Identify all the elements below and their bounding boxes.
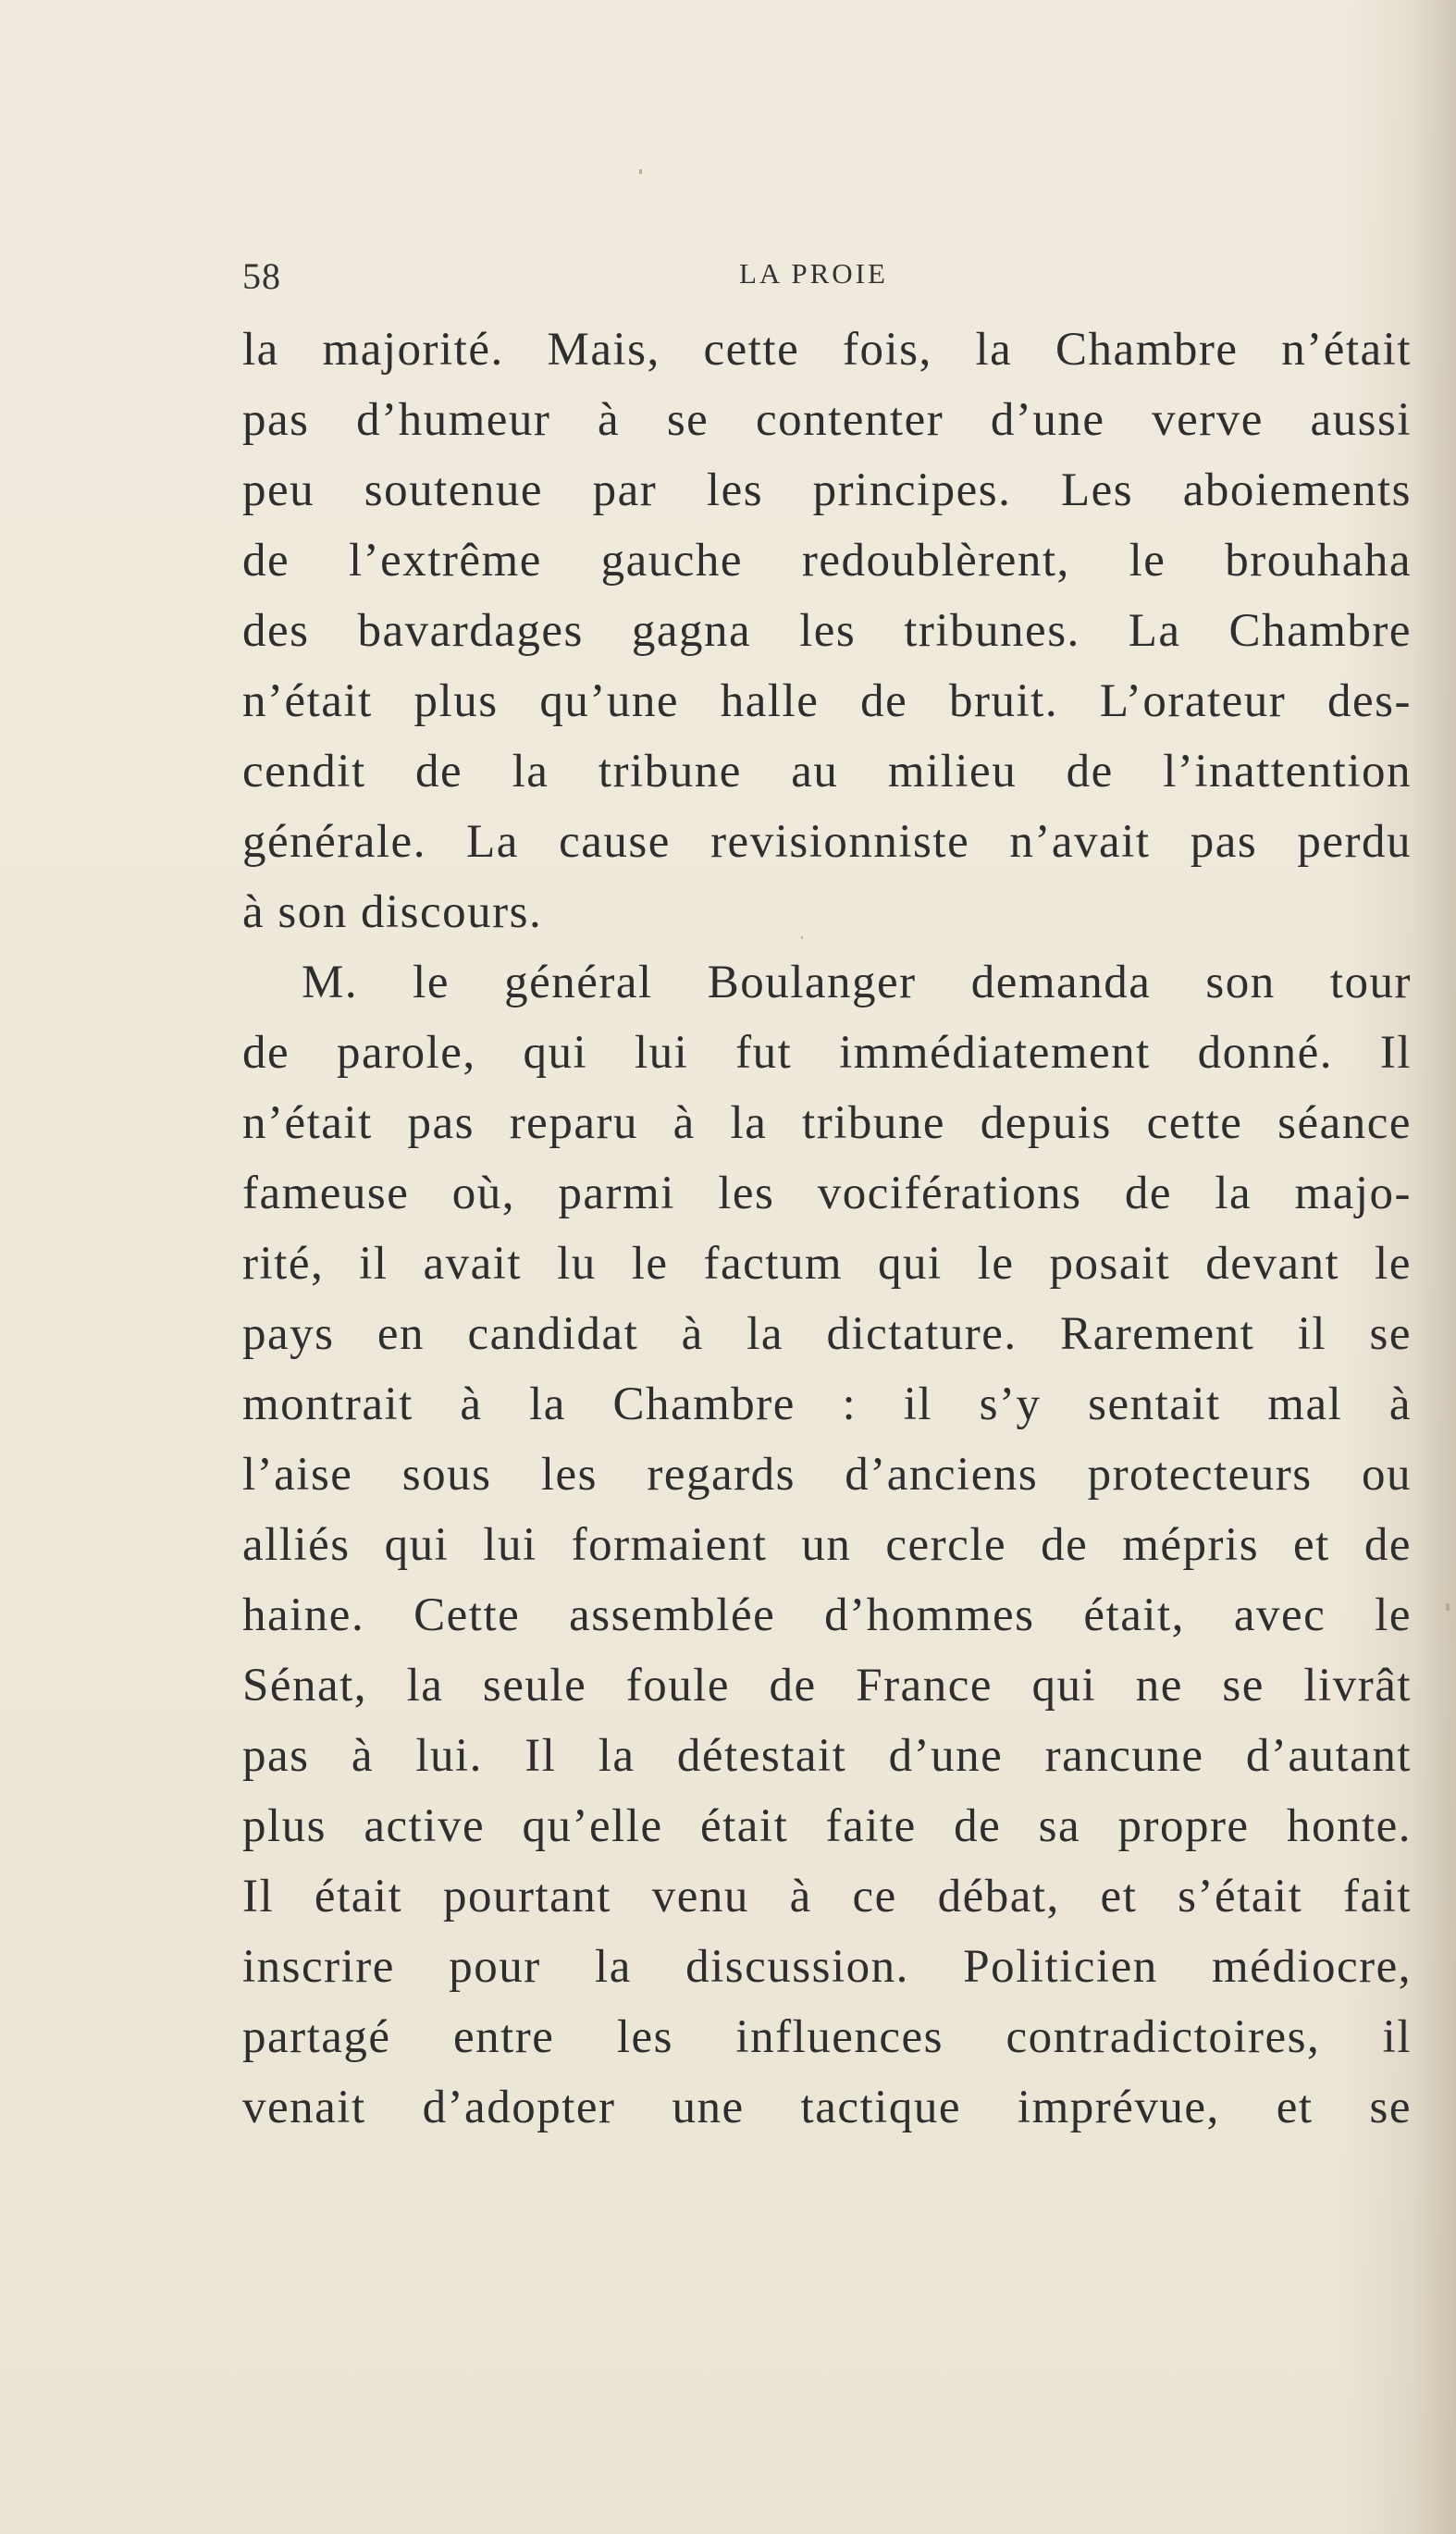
text-line: de parole, qui lui fut immédiatement donné. Il xyxy=(242,1027,1412,1079)
text-line: pays en candidat à la dictature. Rarement il se xyxy=(242,1308,1412,1360)
text-line: haine. Cette assemblée d’hommes était, avec le xyxy=(242,1589,1412,1641)
text-line: n’était pas reparu à la tribune depuis cette séance xyxy=(242,1097,1412,1149)
page-number: 58 xyxy=(242,255,281,297)
text-line: peu soutenue par les principes. Les aboiements xyxy=(242,464,1412,516)
text-line: fameuse où, parmi les vociférations de la majo- xyxy=(242,1168,1412,1219)
text-line: n’était plus qu’une halle de bruit. L’orateur des- xyxy=(242,675,1412,727)
page-header xyxy=(242,254,1408,301)
text-line: la majorité. Mais, cette fois, la Chambre n’était xyxy=(242,324,1412,376)
text-line: cendit de la tribune au milieu de l’inattention xyxy=(242,746,1412,797)
running-title: LA PROIE xyxy=(739,257,888,290)
text-line: venait d’adopter une tactique imprévue, et se xyxy=(242,2082,1412,2133)
text-line: générale. La cause revisionniste n’avait pas perdu xyxy=(242,816,1412,868)
text-line: à son discours. xyxy=(242,886,543,938)
text-line: rité, il avait lu le factum qui le posait devant le xyxy=(242,1238,1412,1290)
text-line: pas d’humeur à se contenter d’une verve aussi xyxy=(242,394,1412,446)
text-line: l’aise sous les regards d’anciens protecteurs ou xyxy=(242,1449,1412,1501)
text-line: M. le général Boulanger demanda son tour xyxy=(302,957,1412,1008)
text-line: partagé entre les influences contradictoires, il xyxy=(242,2011,1412,2063)
text-line: inscrire pour la discussion. Politicien médiocre, xyxy=(242,1941,1412,1993)
text-line: Il était pourtant venu à ce débat, et s’était fait xyxy=(242,1871,1412,1922)
text-line: montrait à la Chambre : il s’y sentait mal à xyxy=(242,1378,1412,1430)
text-line: alliés qui lui formaient un cercle de mépris et de xyxy=(242,1519,1412,1571)
text-line: de l’extrême gauche redoublèrent, le brouhaha xyxy=(242,535,1412,587)
text-line: des bavardages gagna les tribunes. La Chambre xyxy=(242,605,1412,657)
text-line: pas à lui. Il la détestait d’une rancune d’autant xyxy=(242,1730,1412,1782)
paper-speck xyxy=(1446,1603,1450,1611)
text-line: Sénat, la seule foule de France qui ne se livrât xyxy=(242,1660,1412,1712)
body-text xyxy=(242,315,1412,2143)
text-line: plus active qu’elle était faite de sa propre honte. xyxy=(242,1800,1412,1852)
paper-speck xyxy=(639,169,642,174)
